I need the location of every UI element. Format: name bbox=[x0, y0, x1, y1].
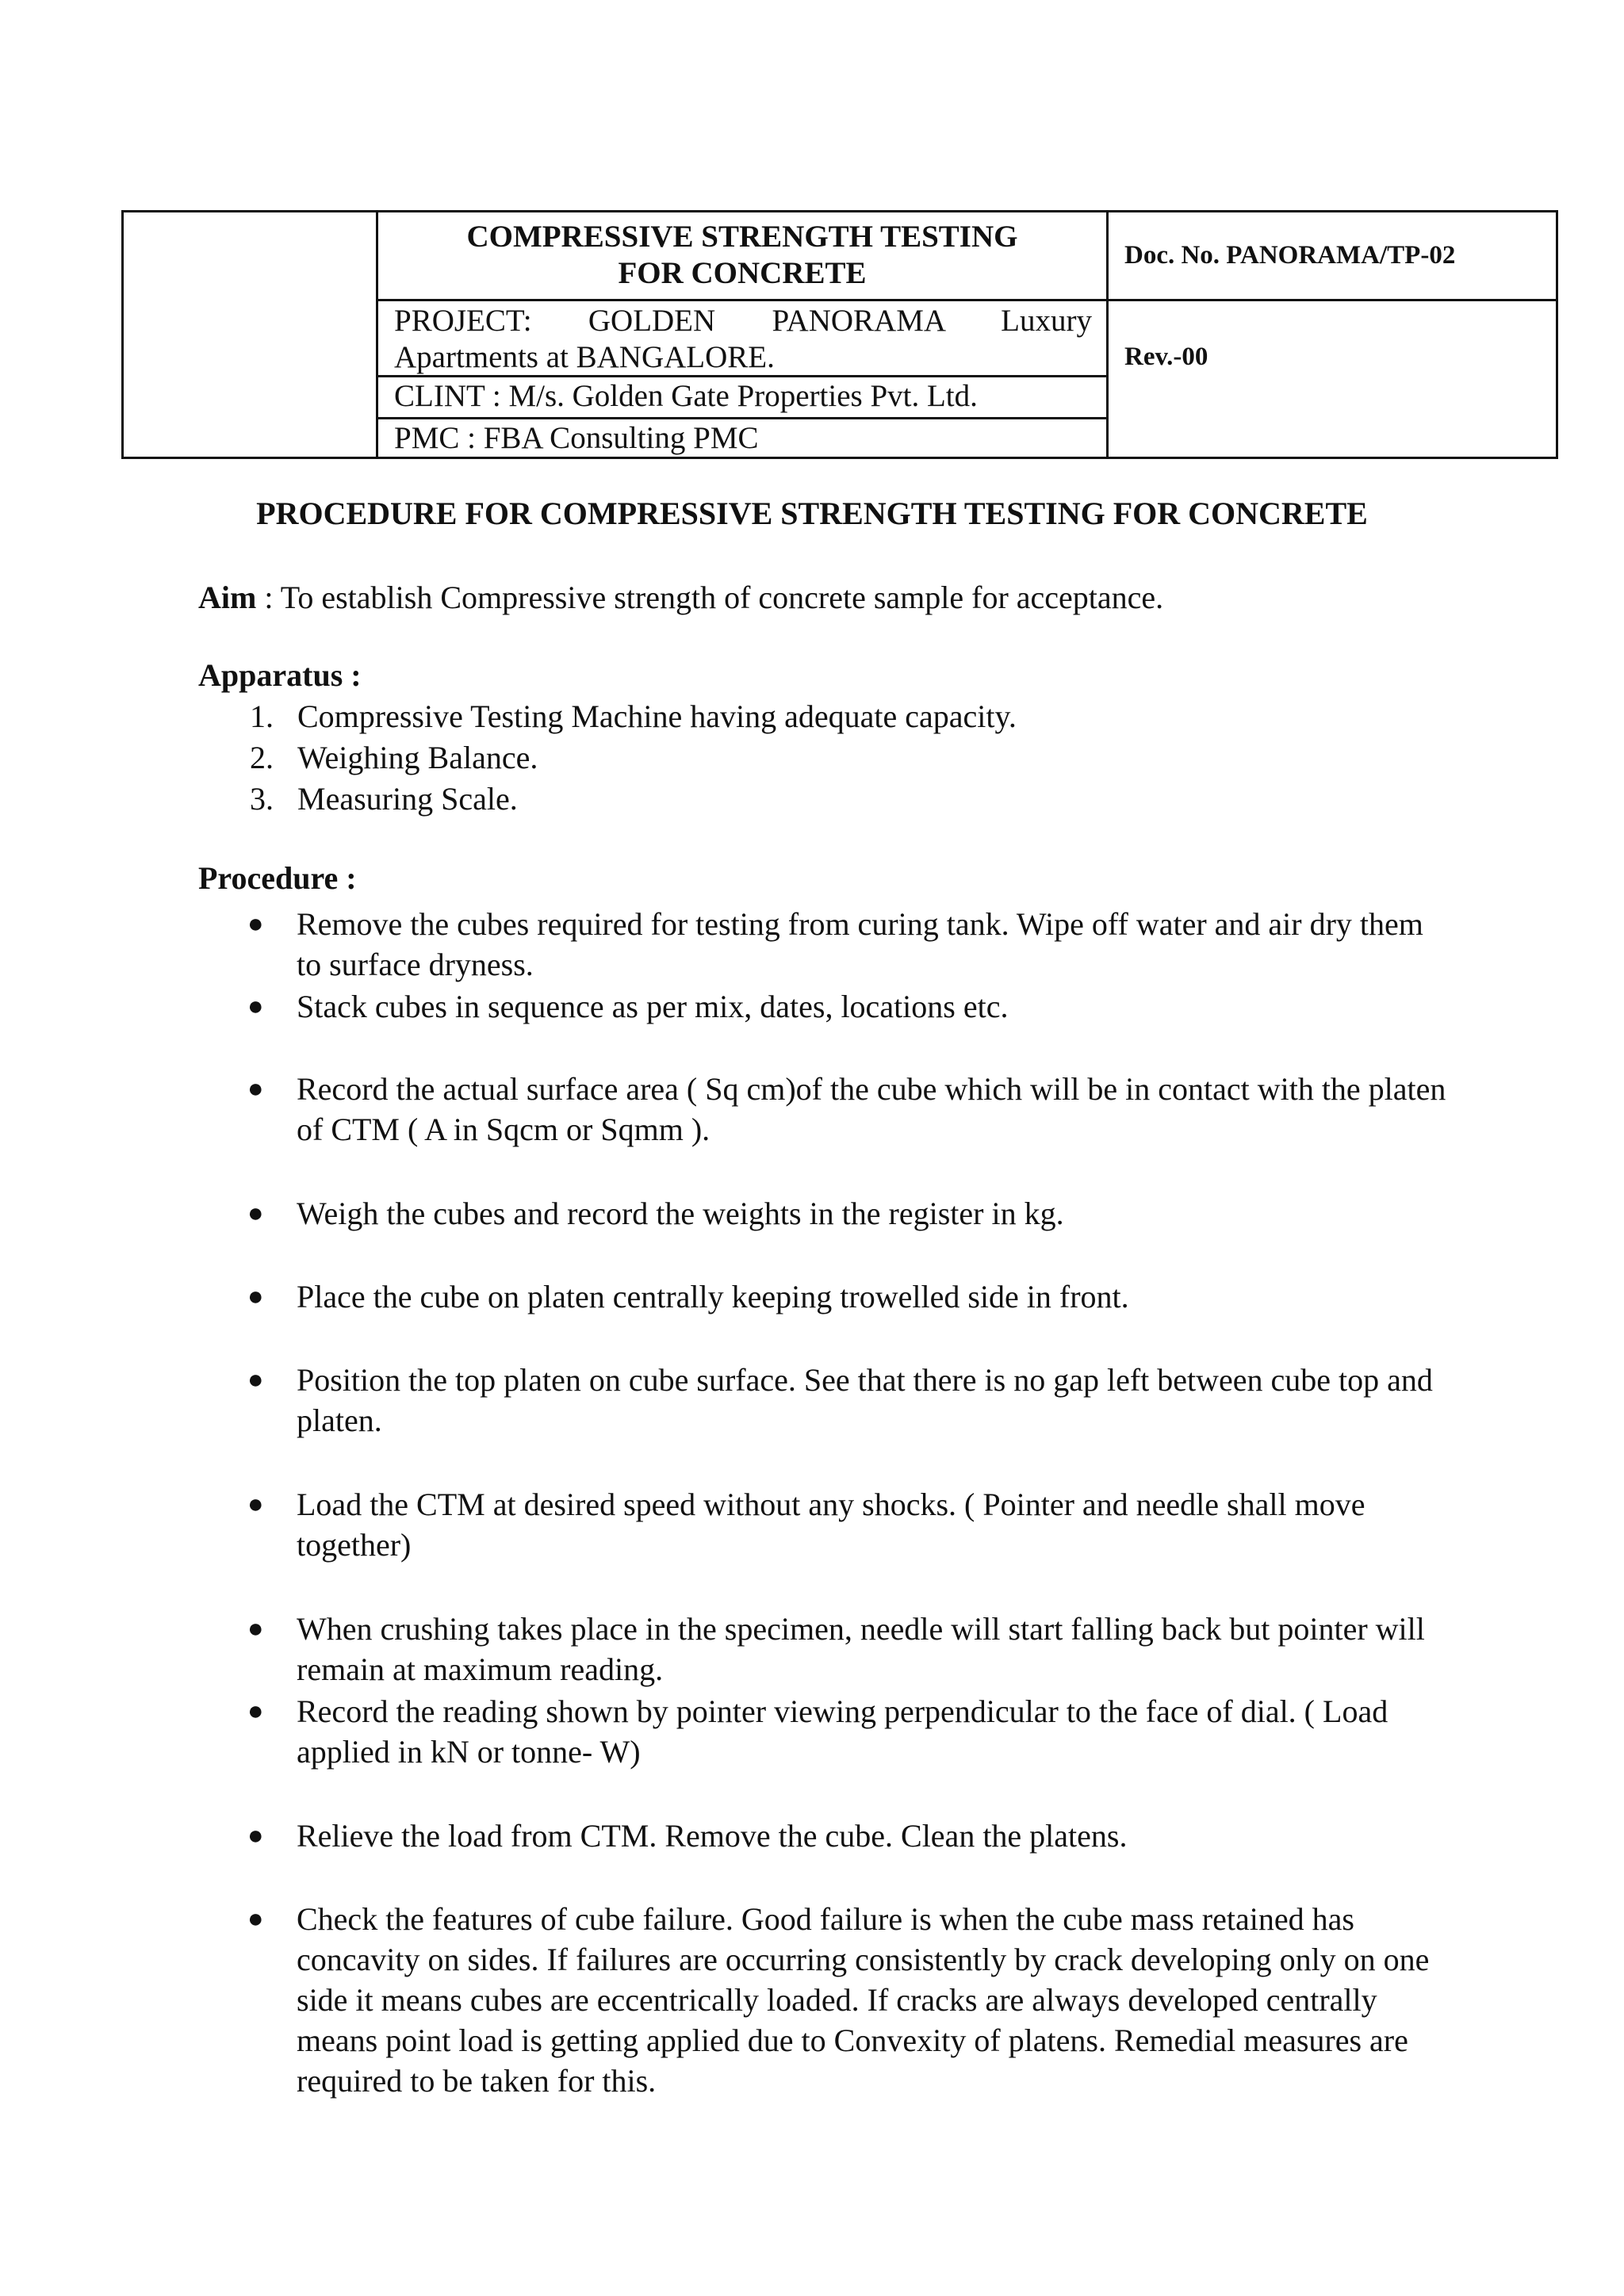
list-item bbox=[247, 1193, 1453, 1234]
header-right-column bbox=[1106, 212, 1556, 457]
procedure-heading: Procedure : bbox=[198, 860, 357, 896]
list-item bbox=[247, 1360, 1453, 1441]
list-item-text: Weigh the cubes and record the weights in the register in kg. bbox=[297, 1196, 1064, 1231]
title-line-2: FOR CONCRETE bbox=[618, 256, 867, 290]
revision-cell bbox=[1109, 301, 1556, 459]
bullet-icon: ● bbox=[247, 909, 264, 939]
list-item bbox=[247, 986, 1453, 1027]
list-item bbox=[247, 1816, 1453, 1856]
revision-number: Rev.-00 bbox=[1124, 342, 1208, 371]
apparatus-list bbox=[242, 696, 1017, 820]
logo-cell bbox=[124, 212, 378, 457]
list-item bbox=[242, 737, 1017, 779]
doc-number-cell bbox=[1109, 212, 1556, 301]
doc-number: Doc. No. PANORAMA/TP-02 bbox=[1124, 241, 1456, 270]
pmc-cell: PMC : FBA Consulting PMC bbox=[394, 421, 759, 455]
list-item-text: Remove the cubes required for testing from curing tank. Wipe off water and air dry them to surface dryness. bbox=[297, 906, 1423, 982]
list-item bbox=[247, 1609, 1453, 1689]
list-item bbox=[242, 779, 1017, 820]
bullet-icon: ● bbox=[247, 1365, 264, 1395]
list-item-text: Relieve the load from CTM. Remove the cube. Clean the platens. bbox=[297, 1818, 1128, 1854]
bullet-icon: ● bbox=[247, 1614, 264, 1644]
header-middle-column bbox=[378, 212, 1106, 457]
list-item-text: Record the reading shown by pointer viewing perpendicular to the face of dial. ( Load applied in kN or tonne- W) bbox=[297, 1693, 1388, 1770]
list-item-text: Check the features of cube failure. Good failure is when the cube mass retained has concavity on sides. If failures are occurring consistently by crack developing only on one side it means cubes are eccentrically loaded. If cracks are always developed centrally means point load is getting applied due to Convexity of platens. Remedial measures are required to be taken for this. bbox=[297, 1901, 1430, 2099]
bullet-icon: ● bbox=[247, 1697, 264, 1726]
aim-text: : To establish Compressive strength of concrete sample for acceptance. bbox=[256, 580, 1164, 615]
bullet-icon: ● bbox=[247, 1821, 264, 1850]
list-item-text: Position the top platen on cube surface. See that there is no gap left between cube top and platen. bbox=[297, 1362, 1433, 1438]
list-item bbox=[247, 1484, 1453, 1565]
bullet-icon: ● bbox=[247, 992, 264, 1021]
header-table bbox=[121, 210, 1558, 459]
project-line-1: PROJECT: GOLDEN PANORAMA Luxury bbox=[394, 304, 1092, 338]
list-item-text: Load the CTM at desired speed without any shocks. ( Pointer and needle shall move together) bbox=[297, 1487, 1365, 1563]
list-item bbox=[247, 1691, 1453, 1772]
list-item-text: When crushing takes place in the specimen, needle will start falling back but pointer will remain at maximum reading. bbox=[297, 1611, 1425, 1687]
project-line-2: Apartments at BANGALORE. bbox=[394, 340, 775, 374]
list-item bbox=[247, 904, 1453, 985]
aim-label: Aim bbox=[198, 580, 257, 615]
list-item-text: Record the actual surface area ( Sq cm)of the cube which will be in contact with the platen of CTM ( A in Sqcm or Sqmm ). bbox=[297, 1071, 1446, 1147]
aim-paragraph bbox=[198, 577, 1163, 618]
list-item bbox=[247, 1899, 1453, 2101]
list-item-text: Place the cube on platen centrally keeping trowelled side in front. bbox=[297, 1279, 1129, 1314]
list-item-text: Measuring Scale. bbox=[297, 781, 518, 817]
list-item-text: Stack cubes in sequence as per mix, dates, locations etc. bbox=[297, 989, 1009, 1024]
client-cell: CLINT : M/s. Golden Gate Properties Pvt. Ltd. bbox=[378, 377, 1106, 419]
bullet-icon: ● bbox=[247, 1282, 264, 1311]
list-item-number: 1 . bbox=[242, 696, 274, 737]
title-line-1: COMPRESSIVE STRENGTH TESTING bbox=[466, 220, 1018, 254]
list-item bbox=[242, 696, 1017, 737]
list-item-number: 3 . bbox=[242, 779, 274, 820]
list-item-text: Compressive Testing Machine having adequate capacity. bbox=[297, 698, 1017, 734]
list-item-number: 2 . bbox=[242, 737, 274, 779]
apparatus-heading: Apparatus : bbox=[198, 657, 362, 693]
bullet-icon: ● bbox=[247, 1199, 264, 1228]
document-title-cell bbox=[378, 212, 1106, 301]
list-item bbox=[247, 1276, 1453, 1317]
project-cell bbox=[378, 301, 1106, 377]
bullet-icon: ● bbox=[247, 1490, 264, 1519]
main-heading: PROCEDURE FOR COMPRESSIVE STRENGTH TESTING FOR CONCRETE bbox=[256, 496, 1368, 531]
bullet-icon: ● bbox=[247, 1074, 264, 1104]
list-item bbox=[247, 1069, 1453, 1150]
list-item-text: Weighing Balance. bbox=[297, 740, 538, 775]
bullet-icon: ● bbox=[247, 1904, 264, 1934]
